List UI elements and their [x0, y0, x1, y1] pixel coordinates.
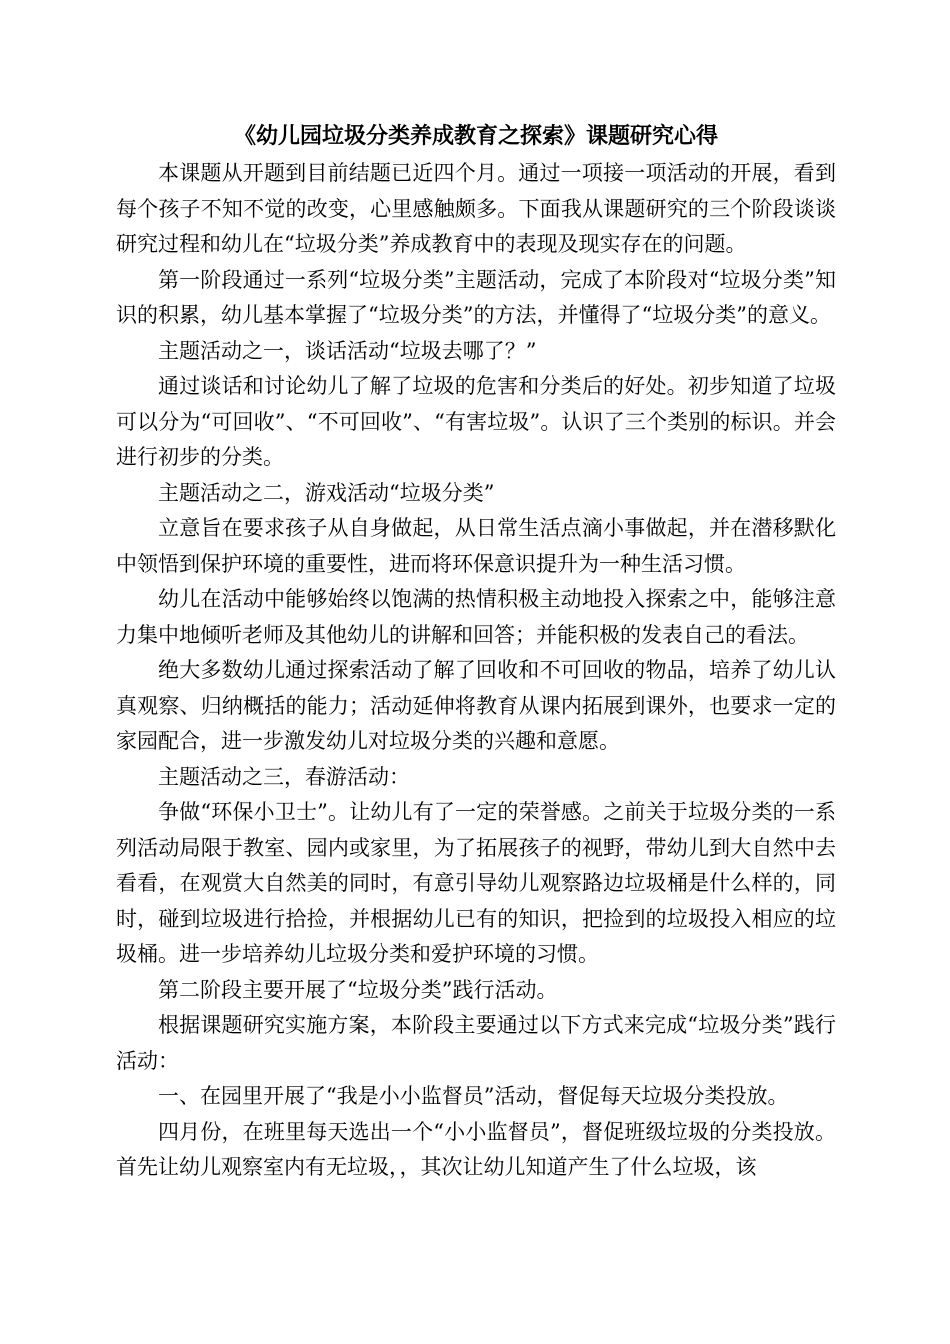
paragraph-activity-three-heading: 主题活动之三，春游活动：: [158, 764, 410, 789]
paragraph-method-one-heading: 一、在园里开展了“我是小小监督员”活动，督促每天垃圾分类投放。: [158, 1084, 789, 1108]
paragraph-stage-two: 第二阶段主要开展了“垃圾分类”践行活动。: [158, 977, 558, 1002]
paragraph-activity-three-body: 争做“环保小卫士”。让幼儿有了一定的荣誉感。之前关于垃圾分类的一系列活动局限于教室、园内或家里，为了拓展孩子的视野，带幼儿到大自然中去看看，在观赏大自然美的同时，有意引导幼儿观察路边垃圾桶是什么样的，同时，碰到垃圾进行拾捡，并根据幼儿已有的知识，把捡到的垃圾投入相应的垃圾桶。进一步培养幼儿垃圾分类和爱护环境的习惯。: [116, 800, 836, 966]
document-body: [116, 118, 836, 1186]
document-title: 《幼儿园垃圾分类养成教育之探索》课题研究心得: [233, 124, 718, 149]
paragraph-method-one-body: 四月份，在班里每天选出一个“小小监督员”，督促班级垃圾的分类投放。首先让幼儿观察室内有无垃圾，，其次让幼儿知道产生了什么垃圾，该: [116, 1119, 836, 1179]
paragraph-activity-two-result: 绝大多数幼儿通过探索活动了解了回收和不可回收的物品，培养了幼儿认真观察、归纳概括的能力；活动延伸将教育从课内拓展到课外，也要求一定的家园配合，进一步激发幼儿对垃圾分类的兴趣和意愿。: [116, 658, 836, 753]
paragraph-activity-two-performance: 幼儿在活动中能够始终以饱满的热情积极主动地投入探索之中，能够注意力集中地倾听老师及其他幼儿的讲解和回答；并能积极的发表自己的看法。: [116, 587, 836, 647]
paragraph-stage-two-plan: 根据课题研究实施方案，本阶段主要通过以下方式来完成“垃圾分类”践行活动：: [116, 1013, 836, 1073]
paragraph-intro: 本课题从开题到目前结题已近四个月。通过一项接一项活动的开展，看到每个孩子不知不觉的改变，心里感触颇多。下面我从课题研究的三个阶段谈谈研究过程和幼儿在“垃圾分类”养成教育中的表现及现实存在的问题。: [116, 161, 836, 256]
paragraph-activity-two-aim: 立意旨在要求孩子从自身做起，从日常生活点滴小事做起，并在潜移默化中领悟到保护环境的重要性，进而将环保意识提升为一种生活习惯。: [116, 516, 836, 576]
paragraph-activity-two-heading: 主题活动之二，游戏活动“垃圾分类”: [158, 480, 495, 505]
paragraph-activity-one-body: 通过谈话和讨论幼儿了解了垃圾的危害和分类后的好处。初步知道了垃圾可以分为“可回收”、“不可回收”、“有害垃圾”。认识了三个类别的标识。并会进行初步的分类。: [116, 374, 836, 469]
paragraph-stage-one: 第一阶段通过一系列“垃圾分类”主题活动，完成了本阶段对“垃圾分类”知识的积累，幼儿基本掌握了“垃圾分类”的方法，并懂得了“垃圾分类”的意义。: [116, 267, 836, 327]
paragraph-activity-one-heading: 主题活动之一，谈话活动“垃圾去哪了？”: [158, 338, 537, 363]
